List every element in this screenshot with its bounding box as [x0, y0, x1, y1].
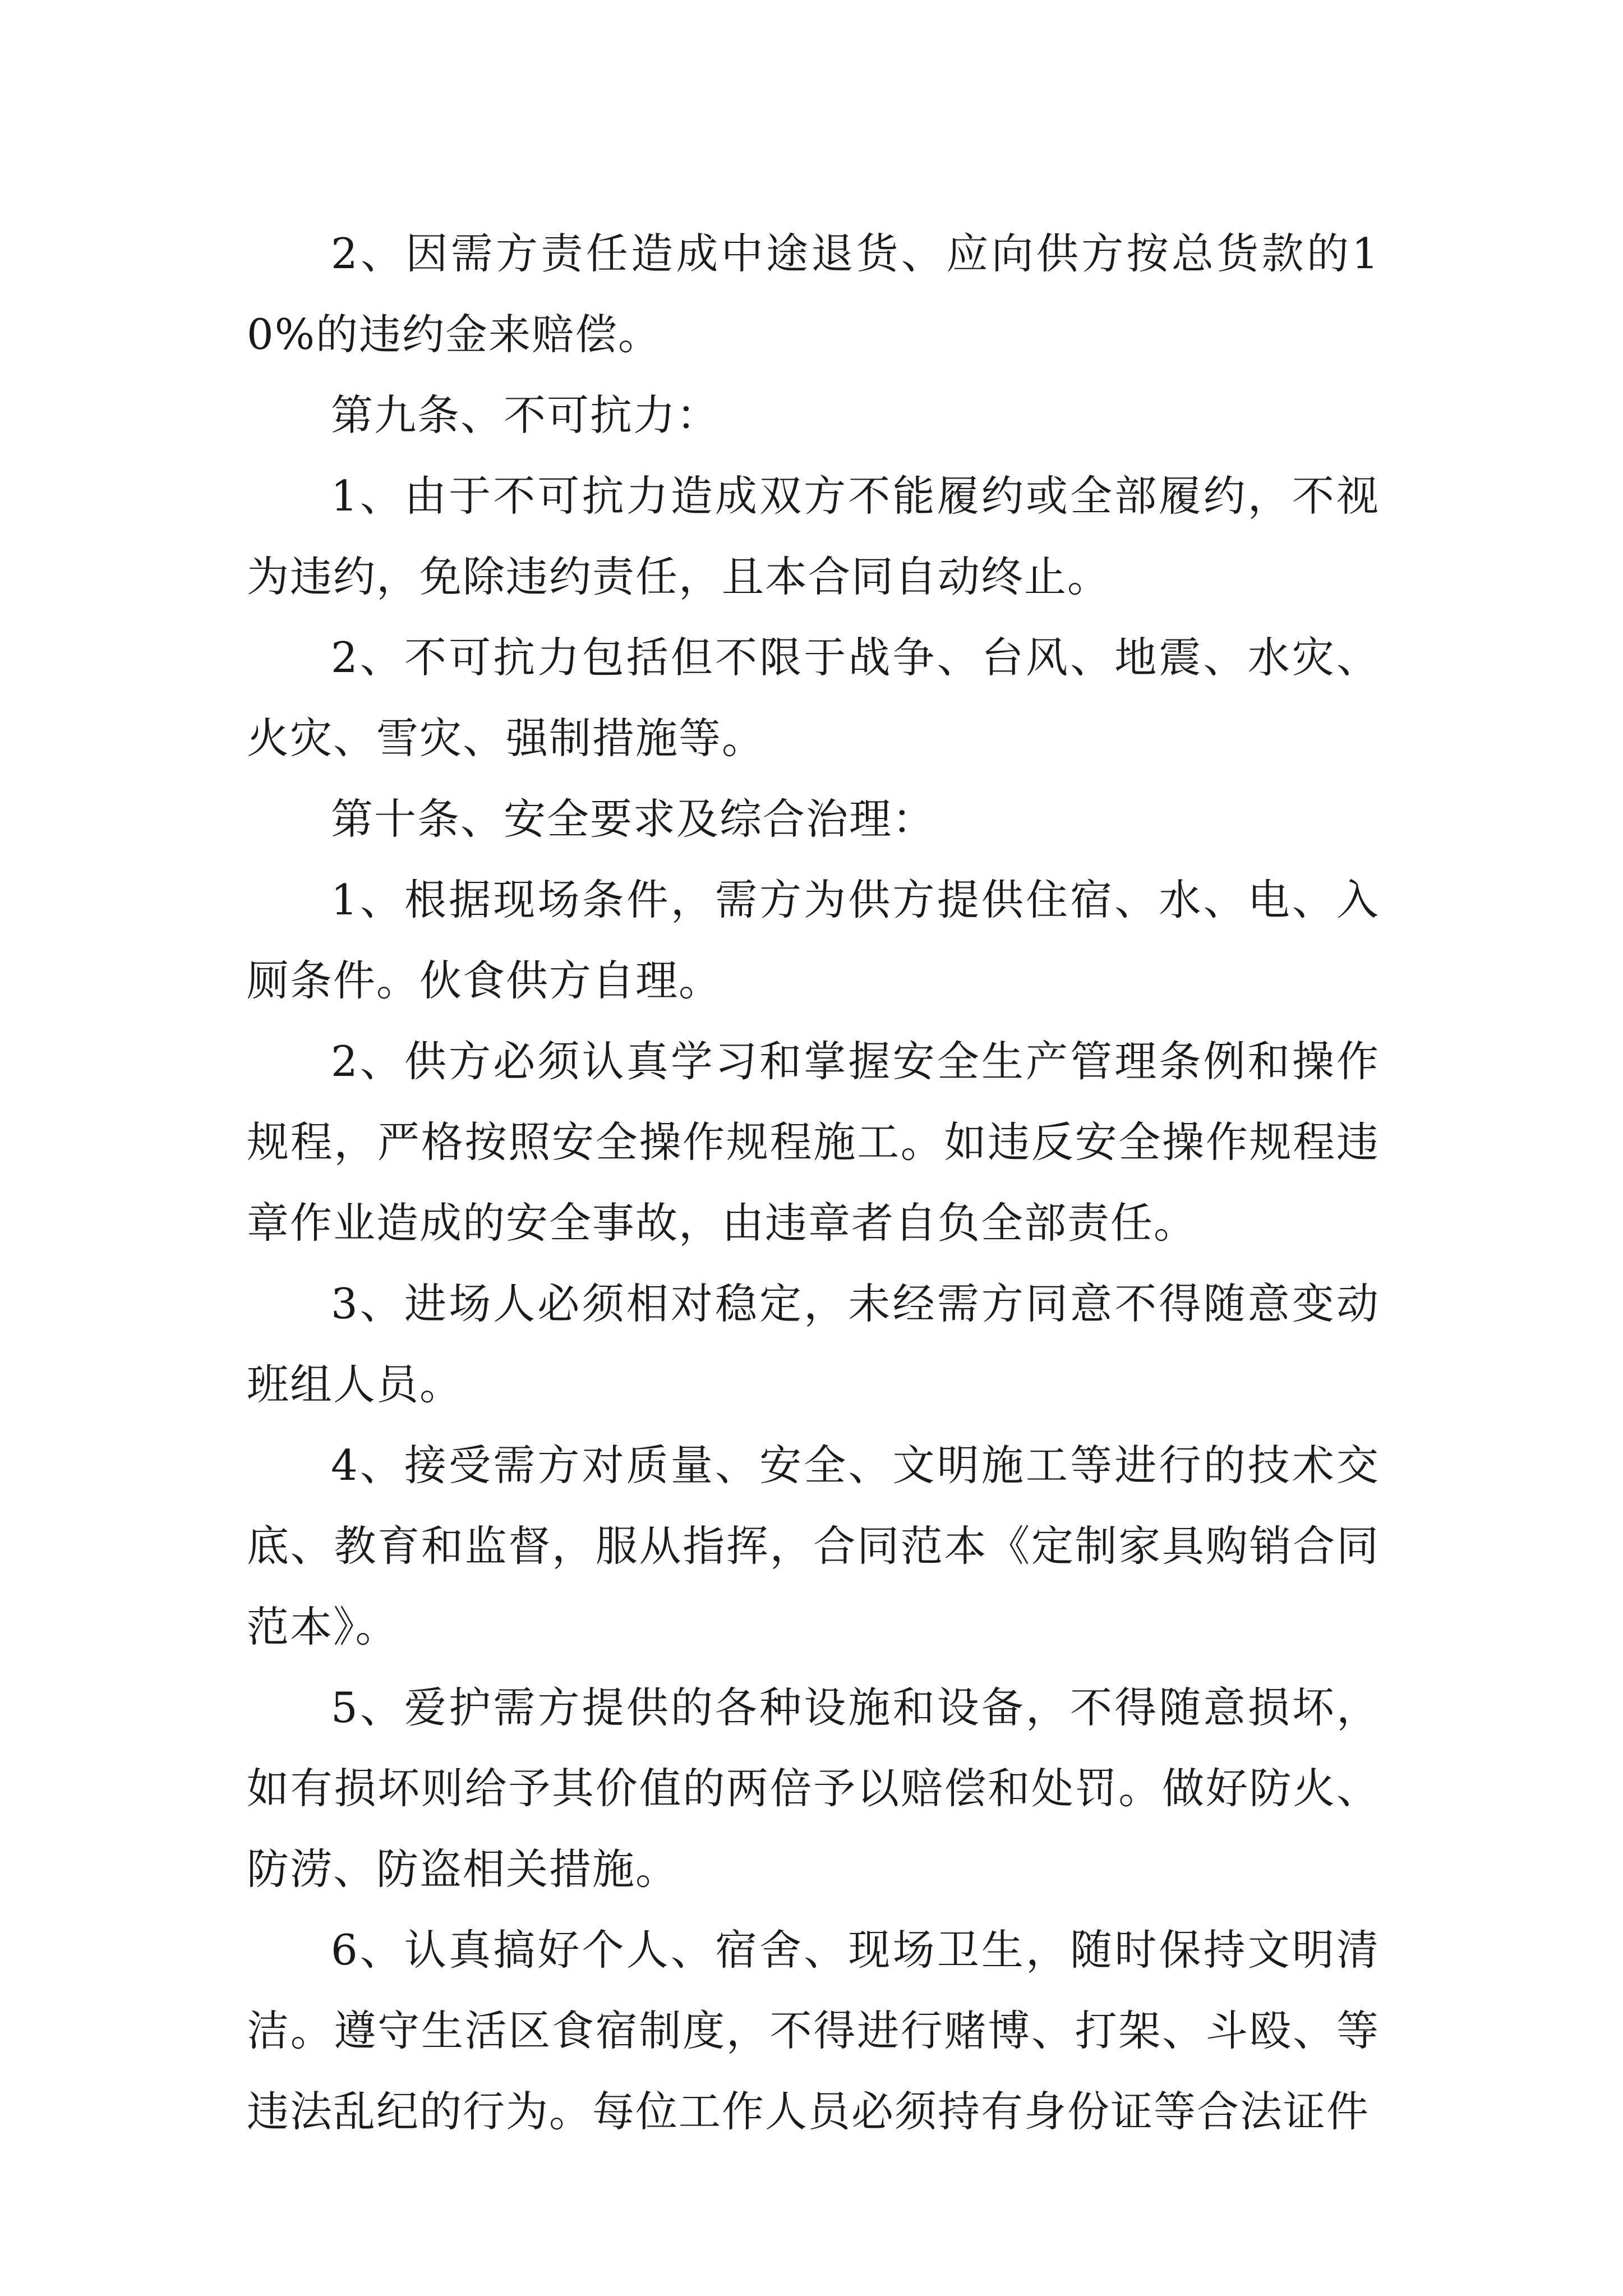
- document-body: [247, 213, 1380, 2152]
- paragraph-safety-4: 4、接受需方对质量、安全、文明施工等进行的技术交底、教育和监督，服从指挥，合同范本《定制家具购销合同范本》。: [247, 1441, 1380, 1651]
- paragraph-safety-2: 2、供方必须认真学习和掌握安全生产管理条例和操作规程，严格按照安全操作规程施工。如违反安全操作规程违章作业造成的安全事故，由违章者自负全部责任。: [247, 1037, 1380, 1248]
- paragraph-safety-3: 3、进场人必须相对稳定，未经需方同意不得随意变动班组人员。: [247, 1279, 1380, 1409]
- paragraph-safety-5: 5、爱护需方提供的各种设施和设备，不得随意损坏，如有损坏则给予其价值的两倍予以赔偿和处罚。做好防火、防涝、防盗相关措施。: [247, 1683, 1380, 1894]
- paragraph-safety-6: 6、认真搞好个人、宿舍、现场卫生，随时保持文明清洁。遵守生活区食宿制度，不得进行赌博、打架、斗殴、等违法乱纪的行为。每位工作人员必须持有身份证等合法证件: [247, 1925, 1380, 2136]
- paragraph-force-majeure-2: 2、不可抗力包括但不限于战争、台风、地震、水灾、火灾、雪灾、强制措施等。: [247, 633, 1380, 763]
- heading-article-10: 第十条、安全要求及综合治理：: [331, 794, 936, 844]
- heading-article-9: 第九条、不可抗力：: [331, 390, 720, 440]
- paragraph-force-majeure-1: 1、由于不可抗力造成双方不能履约或全部履约，不视为违约，免除违约责任，且本合同自动终止。: [247, 471, 1380, 601]
- paragraph-safety-1: 1、根据现场条件，需方为供方提供住宿、水、电、入厕条件。伙食供方自理。: [247, 875, 1380, 1005]
- paragraph-refund-penalty: 2、因需方责任造成中途退货、应向供方按总货款的10%的违约金来赔偿。: [247, 229, 1380, 359]
